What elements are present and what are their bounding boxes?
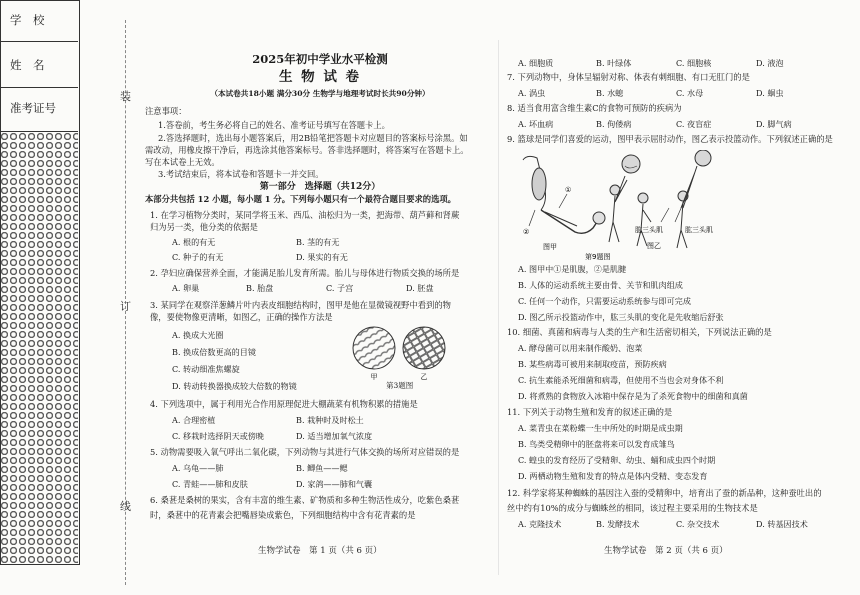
exam-info: （本试卷共18小题 满分30分 生物学与地理考试时长共90分钟）	[210, 89, 430, 98]
q11-option: D. 两栖动物生殖和发育的特点是体内受精、变态发育	[518, 471, 708, 481]
notes-line: 写在本试卷上无效。	[145, 157, 220, 167]
q12-option: D. 转基因技术	[756, 519, 808, 529]
notes-line: 2.答选择题时，选出每小题答案后，用2B铅笔把答题卡对应题目的答案标号涂黑。如	[158, 133, 468, 143]
q4-option: C. 移栽时选择阴天或傍晚	[172, 431, 264, 441]
q5-option: B. 鲫鱼——鳃	[296, 463, 348, 473]
q12-option: C. 杂交技术	[676, 519, 720, 529]
page-footer-left: 生物学试卷 第 1 页（共 6 页）	[258, 546, 382, 556]
q3-option: C. 转动细准焦螺旋	[172, 364, 240, 374]
q8-option: B. 佝偻病	[596, 119, 632, 129]
q3-figure-label-jia: 甲	[370, 373, 378, 381]
q9-figure-jia	[523, 156, 605, 233]
q6-option: D. 液泡	[756, 58, 784, 68]
q2-option: C. 子宫	[326, 283, 354, 293]
q4-option: D. 适当增加氧气浓度	[296, 431, 373, 441]
q3-figure	[352, 320, 448, 390]
q12-option: B. 发酵技术	[596, 519, 640, 529]
q1-stem: 归为另一类，他分类的依据是	[150, 222, 258, 232]
q5-option: D. 家鸽——肺和气囊	[296, 479, 373, 489]
q8-option: D. 脚气病	[756, 119, 792, 129]
q11-option: C. 蝗虫的发育经历了受精卵、幼虫、蛹和成虫四个时期	[518, 455, 716, 465]
q10-stem: 10. 细菌、真菌和病毒与人类的生产和生活密切相关，下列说法正确的是	[507, 327, 772, 337]
q9-label-jia: 图甲	[543, 243, 557, 251]
q11-option: A. 菜青虫在菜粉蝶一生中所处的时期是成虫期	[518, 423, 683, 433]
q9-option: A. 图甲中①是肌腹，②是肌腱	[518, 264, 627, 274]
q7-option: A. 涡虫	[518, 88, 546, 98]
q12-stem: 12. 科学家将某种蜘蛛的基因注入蚕的受精卵中，培育出了蚕的新品种，这种蚕吐出的	[507, 488, 822, 498]
q10-option: B. 某些病毒可被用来制取疫苗，预防疾病	[518, 359, 667, 369]
q9-figure	[515, 150, 740, 260]
q3-option: A. 换成大光圈	[172, 330, 224, 340]
notes-line: 1.答卷前，考生务必将自己的姓名、准考证号填写在答题卡上。	[158, 120, 390, 130]
part1-description: 本部分共包括 12 小题，每小题 1 分。下列每小题只有一个最符合题目要求的选项。	[145, 194, 456, 204]
q4-option: B. 栽种时及时松土	[296, 415, 364, 425]
q6-stem: 时，桑葚中的花青素会把嘴唇染成紫色，下列细胞结构中含有花青素的是	[150, 510, 416, 520]
binding-char-ding: 订	[120, 300, 131, 313]
q5-stem: 5. 动物需要吸入氧气呼出二氧化碳，下列动物与其进行气体交换的场所对应错误的是	[150, 447, 460, 457]
page-footer-right: 生物学试卷 第 2 页（共 6 页）	[604, 546, 728, 556]
q9-label-2: ②	[523, 228, 530, 236]
q4-stem: 4. 下列选项中，属于利用光合作用原理促进大棚蔬菜有机物积累的措施是	[150, 399, 418, 409]
q3-figure-label-yi: 乙	[420, 373, 428, 381]
school-field: 学 校	[0, 0, 78, 42]
q2-stem: 2. 孕妇应确保营养全面，才能满足胎儿发育所需。胎儿与母体进行物质交换的场所是	[150, 268, 460, 278]
q7-stem: 7. 下列动物中，身体呈辐射对称、体表有刺细胞、有口无肛门的是	[507, 72, 750, 82]
exam-subtitle: 生 物 试 卷	[278, 69, 362, 85]
q5-option: A. 乌龟——肺	[172, 463, 224, 473]
q3-option: D. 转动转换器换成较大倍数的物镜	[172, 381, 297, 391]
q1-option: A. 根的有无	[172, 237, 216, 247]
q9-stem: 9. 篮球是同学们喜爱的运动，图甲表示屈肘动作，图乙表示投篮动作。下列叙述正确的是	[507, 134, 833, 144]
q6-option: C. 细胞核	[676, 58, 712, 68]
part1-heading: 第一部分 选择题（共12分）	[259, 182, 381, 192]
q3-stem: 像，要使物像更清晰，如图乙，正确的操作方法是	[150, 312, 333, 322]
student-info-strip	[0, 0, 80, 565]
q8-stem: 8. 适当食用富含维生素C的食物可预防的疾病为	[507, 103, 682, 113]
name-field: 姓 名	[0, 42, 78, 88]
q9-label-yi: 图乙	[647, 242, 661, 250]
q6-stem: 6. 桑葚是桑树的果实，含有丰富的维生素、矿物质和多种生物活性成分，吃紫色桑葚	[150, 495, 460, 505]
q8-option: A. 坏血病	[518, 119, 554, 129]
q9-option: D. 图乙所示投篮动作中，肱三头肌的变化是先收缩后舒张	[518, 312, 724, 322]
exam-number-field: 准考证号	[0, 88, 78, 132]
q10-option: D. 将煮熟的食物放入冰箱中保存是为了杀死食物中的细菌和真菌	[518, 391, 748, 401]
q3-figure-yi-field	[403, 327, 445, 369]
q4-option: A. 合理密植	[172, 415, 216, 425]
q3-figure-jia-field	[353, 327, 395, 369]
q3-stem: 3. 某同学在观察洋葱鳞片叶内表皮细胞结构时，图甲是他在显微镜视野中看到的物	[150, 300, 451, 310]
q12-stem: 丝中约有10%的成分与蜘蛛丝的相同，该过程主要采用的生物技术是	[507, 503, 758, 513]
q2-option: A. 卵巢	[172, 283, 200, 293]
q3-figure-caption: 第3题图	[386, 381, 414, 390]
q12-option: A. 克隆技术	[518, 519, 562, 529]
q9-option: C. 任何一个动作，只需要运动系统参与即可完成	[518, 296, 691, 306]
q9-figure-caption: 第9题图	[585, 253, 611, 260]
decorative-border-pattern	[0, 132, 78, 563]
q2-option: B. 胎盘	[246, 283, 274, 293]
q1-stem: 1. 在学习植物分类时，某同学将玉米、西瓜、油松归为一类，把海带、葫芦藓和肾蕨	[150, 210, 460, 220]
q1-option: C. 种子的有无	[172, 252, 224, 262]
q3-option: B. 换成倍数更高的目镜	[172, 347, 256, 357]
notes-line: 3.考试结束后，将本试卷和答题卡一并交回。	[158, 169, 324, 179]
q11-option: B. 鸟类受精卵中的胚盘将来可以发育成雏鸟	[518, 439, 675, 449]
q11-stem: 11. 下列关于动物生殖和发育的叙述正确的是	[507, 407, 673, 417]
q5-option: C. 青蛙——肺和皮肤	[172, 479, 248, 489]
q9-label-triceps-2: 肱三头肌	[685, 226, 713, 234]
q7-option: B. 水螅	[596, 88, 624, 98]
exam-title: 2025年初中学业水平检测	[252, 52, 388, 66]
q6-option: A. 细胞质	[518, 58, 554, 68]
q6-option: B. 叶绿体	[596, 58, 632, 68]
q9-label-1: ①	[565, 186, 572, 194]
page-divider	[498, 40, 499, 575]
binding-char-xian: 线	[120, 500, 131, 513]
q10-option: A. 酵母菌可以用来制作酸奶、泡菜	[518, 343, 643, 353]
q9-label-triceps-1: 肱三头肌	[635, 226, 663, 234]
q7-option: C. 水母	[676, 88, 704, 98]
q8-option: C. 夜盲症	[676, 119, 712, 129]
q9-option: B. 人体的运动系统主要由骨、关节和肌肉组成	[518, 280, 683, 290]
binding-char-zhuang: 装	[120, 90, 131, 103]
notes-line: 需改动，用橡皮擦干净后，再选涂其他答案标号。答非选择题时，将答案写在答题卡上。	[145, 145, 469, 155]
q2-option: D. 胚盘	[406, 283, 434, 293]
notes-heading: 注意事项：	[145, 106, 187, 116]
q7-option: D. 蛔虫	[756, 88, 784, 98]
q1-option: D. 果实的有无	[296, 252, 348, 262]
q10-option: C. 抗生素能杀死细菌和病毒，但使用不当也会对身体不利	[518, 375, 724, 385]
q1-option: B. 茎的有无	[296, 237, 340, 247]
